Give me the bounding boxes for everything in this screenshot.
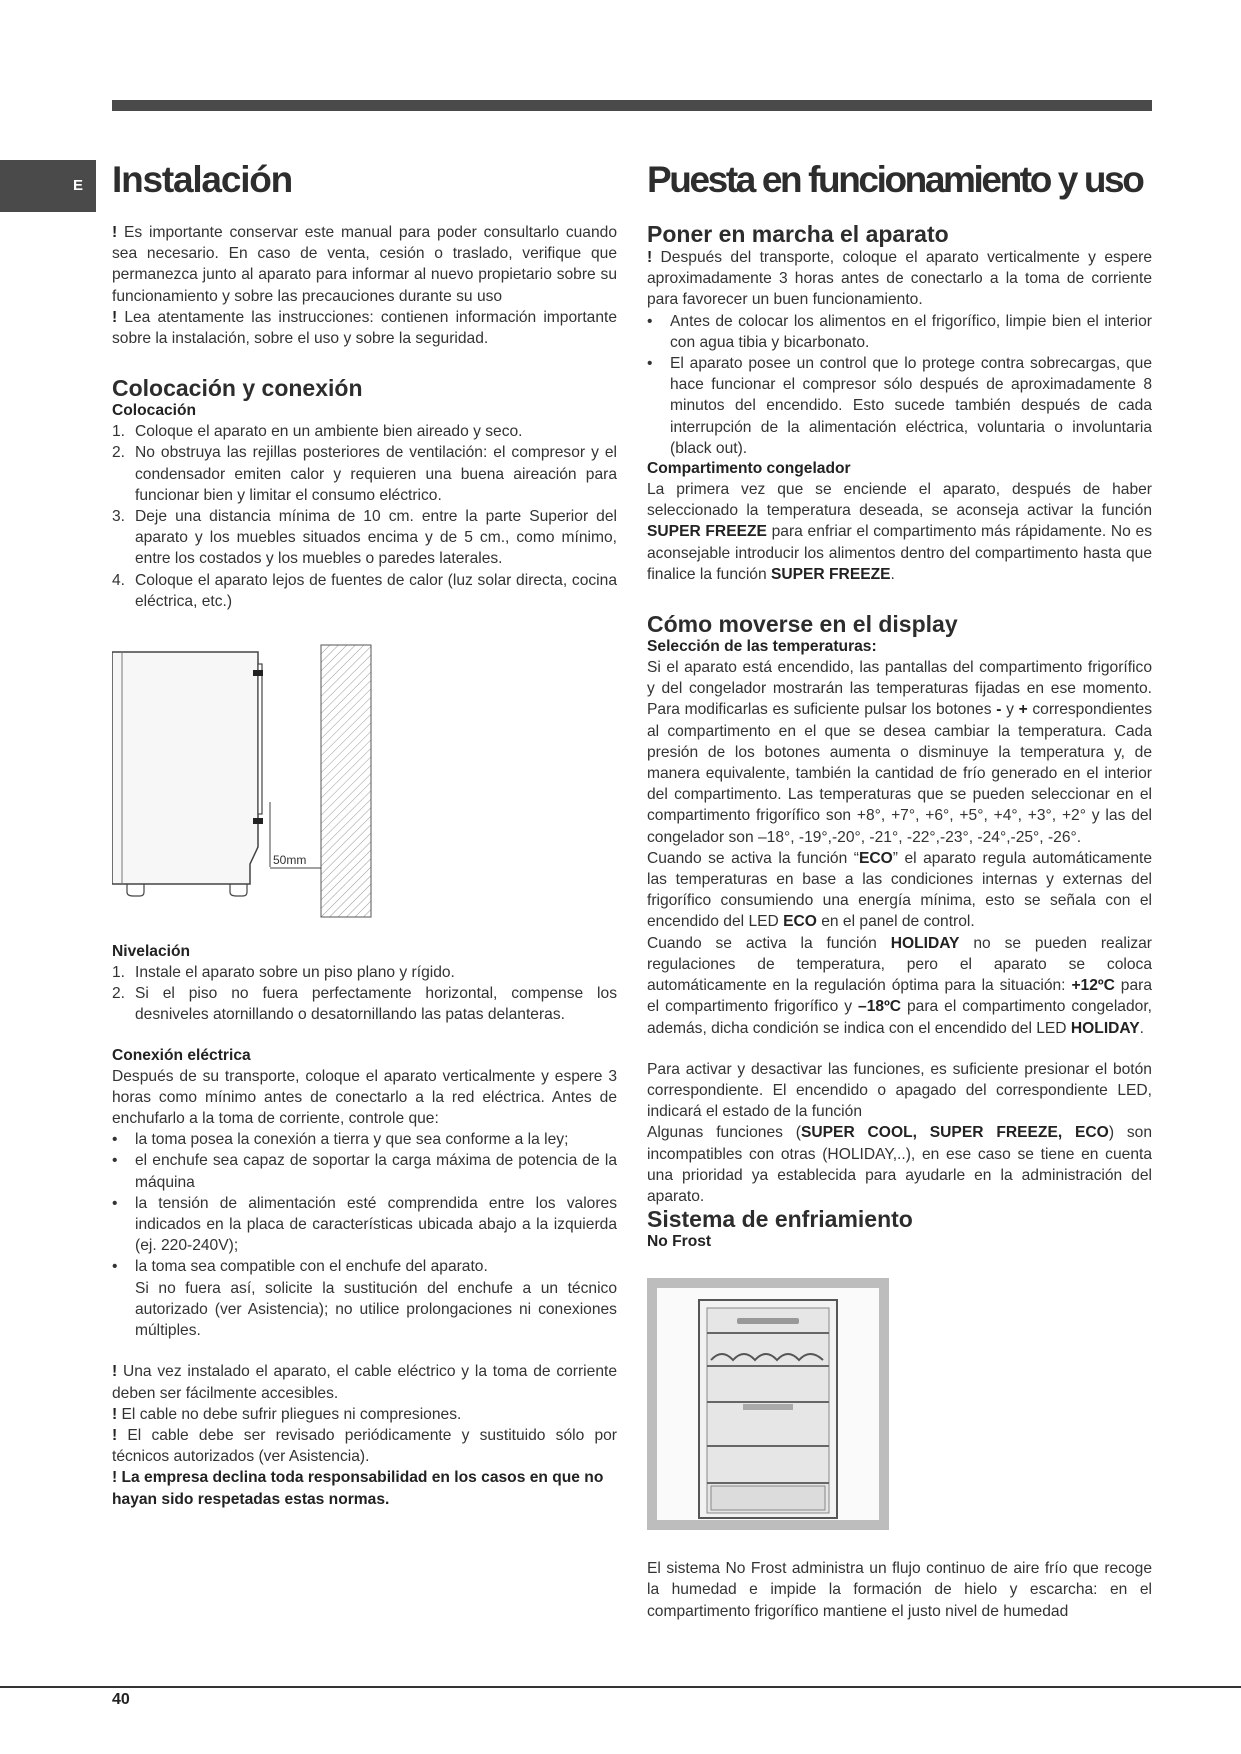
start-title: Poner en marcha el aparato — [647, 221, 949, 247]
display-subtitle: Selección de las temperaturas: — [647, 638, 877, 656]
language-tab: E — [0, 160, 96, 212]
display-paragraph: Cuando se activa la función “ECO” el aparato regula automáticamente las temperaturas en base a las condiciones internas y externas del frigorífico consumiendo una energía mínima, esto se señala con el encendido del LED ECO en el panel de control. — [647, 849, 1152, 931]
electrical-title: Conexión eléctrica — [112, 1046, 251, 1064]
display-paragraph: Para activar y desactivar las funciones, es suficiente presionar el botón correspondiente. El encendido o apagado del correspondiente LED, indicará el estado de la función — [647, 1060, 1152, 1121]
left-column — [112, 158, 617, 1510]
display-paragraph: Si el aparato está encendido, las pantallas del compartimento frigorífico y del congelador mostrarán las temperaturas fijadas en ese momento. Para modificarlas es suficiente pulsar los botones - y + correspondientes al compartimento en el que se desea cambiar la temperatura. Cada presión de los botones aumenta o disminuye la temperatura y, de manera equivalente, también la cantidad de frío generado en el interior del compartimento. Las temperaturas que se pueden seleccionar en el compartimento frigorífico son +8°, +7°, +6°, +5°, +4°, +3°, +2° y las del congelador son –18°, -19°,-20°, -21°, -22°,-23°, -24°,-25°, -26°. — [647, 659, 1152, 846]
list-item: • la tensión de alimentación esté comprendida entre los valores indicados en la placa de características ubicada abajo a la izquierda (ej. 220-240V); — [112, 1194, 617, 1255]
fridge-interior-image — [647, 1278, 889, 1530]
display-paragraph: Algunas funciones (SUPER COOL, SUPER FREEZE, ECO) son incompatibles con otras (HOLIDAY,..), en ese caso se tiene en cuenta una prioridad ya establecida para ayudarle en la administración del aparato. — [647, 1124, 1153, 1205]
list-item: 4. Coloque el aparato lejos de fuentes de calor (luz solar directa, cocina eléctrica, etc.) — [112, 571, 617, 610]
leveling-title: Nivelación — [112, 943, 190, 961]
electrical-list — [112, 1129, 617, 1341]
placement-title: Colocación y conexión — [112, 375, 363, 402]
wall-shape — [321, 645, 371, 917]
bottom-rule — [0, 1686, 1241, 1688]
usage-title: Puesta en funcionamiento y uso — [647, 159, 1143, 200]
right-column — [647, 158, 1152, 1622]
list-item: 2. No obstruya las rejillas posteriores de ventilación: el compresor y el condensador emiten calor y requieren una buena aireación para funcionar bien y limitar el consumo eléctrico. — [112, 444, 617, 504]
disclaimer: ! La empresa declina toda responsabilidad en los casos en que no hayan sido respetadas estas normas. — [112, 1469, 604, 1508]
list-item: 3. Deje una distancia mínima de 10 cm. entre la parte Superior del aparato y los muebles situados encima y de 5 cm., como mínimo, entre los costados y los muebles o paredes laterales. — [112, 508, 617, 568]
placement-subtitle: Colocación — [112, 402, 197, 420]
list-item: 2. Si el piso no fuera perfectamente horizontal, compense los desniveles atornillando o desatornillando las patas delanteras. — [112, 985, 617, 1024]
warning-paragraph: ! El cable no debe sufrir pliegues ni compresiones. — [112, 1405, 462, 1423]
list-item: 1. Instale el aparato sobre un piso plano y rígido. — [112, 964, 455, 982]
leveling-list — [112, 962, 617, 1026]
warning-paragraph: ! Una vez instalado el aparato, el cable eléctrico y la toma de corriente deben ser fácilmente accesibles. — [112, 1363, 617, 1402]
page-number: 40 — [112, 1691, 130, 1708]
display-paragraph: Cuando se activa la función HOLIDAY no se pueden realizar regulaciones de temperatura, pero el aparato se coloca automáticamente en la regulación óptima para la situación: +12ºC para el compartimento frigorífico y –18ºC para el compartimento congelador, además, dicha condición se indica con el encendido del LED HOLIDAY. — [647, 934, 1152, 1037]
assistance-link[interactable]: ver Asistencia — [219, 1300, 319, 1318]
intro-paragraph: ! Lea atentamente las instrucciones: contienen información importante sobre la instalación, sobre el uso y sobre la seguridad. — [112, 308, 617, 348]
start-intro: ! Después del transporte, coloque el aparato verticalmente y espere aproximadamente 3 horas antes de conectarlo a la toma de corriente para favorecer un buen funcionamiento. — [647, 249, 1152, 309]
list-item: • Antes de colocar los alimentos en el frigorífico, limpie bien el interior con agua tibia y bicarbonato. — [647, 312, 1152, 351]
freezer-title: Compartimento congelador — [647, 460, 851, 478]
display-title: Cómo moverse en el display — [647, 611, 958, 638]
list-item: 1. Coloque el aparato en un ambiente bien aireado y seco. — [112, 423, 523, 441]
warning-paragraph: ! El cable debe ser revisado periódicamente y sustituido sólo por técnicos autorizados (ver Asistencia). — [112, 1426, 617, 1466]
electrical-intro: Después de su transporte, coloque el aparato verticalmente y espere 3 horas como mínimo antes de conectarlo a la red eléctrica. Antes de enchufarlo a la toma de corriente, controle que: — [112, 1067, 617, 1128]
freezer-paragraph: La primera vez que se enciende el aparato, después de haber seleccionado la temperatura deseada, se aconseja activar la función SUPER FREEZE para enfriar el compartimento más rápidamente. No es aconsejable introducir los alimentos dentro del compartimento hasta que finalice la función SUPER FREEZE. — [647, 481, 1152, 583]
list-item: • la toma posea la conexión a tierra y que sea conforme a la ley; — [112, 1131, 569, 1149]
clearance-label: 50mm — [273, 853, 307, 868]
fridge-clearance-diagram — [112, 642, 372, 920]
list-item: • la toma sea compatible con el enchufe del aparato. Si no fuera así, solicite la sustitución del enchufe a un técnico autorizado (ver Asistencia); no utilice prolongaciones ni conexiones múltiples. — [112, 1258, 617, 1340]
list-item: • El aparato posee un control que lo protege contra sobrecargas, que hace funcionar el compresor sólo después de aproximadamente 8 minutos del encendido. Esto sucede también después de cada interrupción de la alimentación eléctrica, voluntaria o involuntaria (black out). — [647, 355, 1152, 457]
cooling-title: Sistema de enfriamiento — [647, 1206, 913, 1233]
start-list — [647, 311, 1152, 459]
no-frost-paragraph: El sistema No Frost administra un flujo continuo de aire frío que recoge la humedad e impide la formación de hielo y escarcha: en el compartimento frigorífico mantiene el justo nivel de humedad — [647, 1560, 1152, 1620]
intro-paragraph: ! Es importante conservar este manual para poder consultarlo cuando sea necesario. En caso de venta, cesión o traslado, verifique que permanezca junto al aparato para informar al nuevo propietario sobre su funcionamiento y sobre las precauciones durante su uso — [112, 224, 617, 305]
cooling-subtitle: No Frost — [647, 1233, 712, 1251]
installation-title: Instalación — [112, 159, 293, 200]
fridge-body-shape — [112, 652, 258, 884]
top-rule — [112, 100, 1152, 111]
list-item: • el enchufe sea capaz de soportar la carga máxima de potencia de la máquina — [112, 1152, 617, 1191]
placement-list — [112, 421, 617, 612]
